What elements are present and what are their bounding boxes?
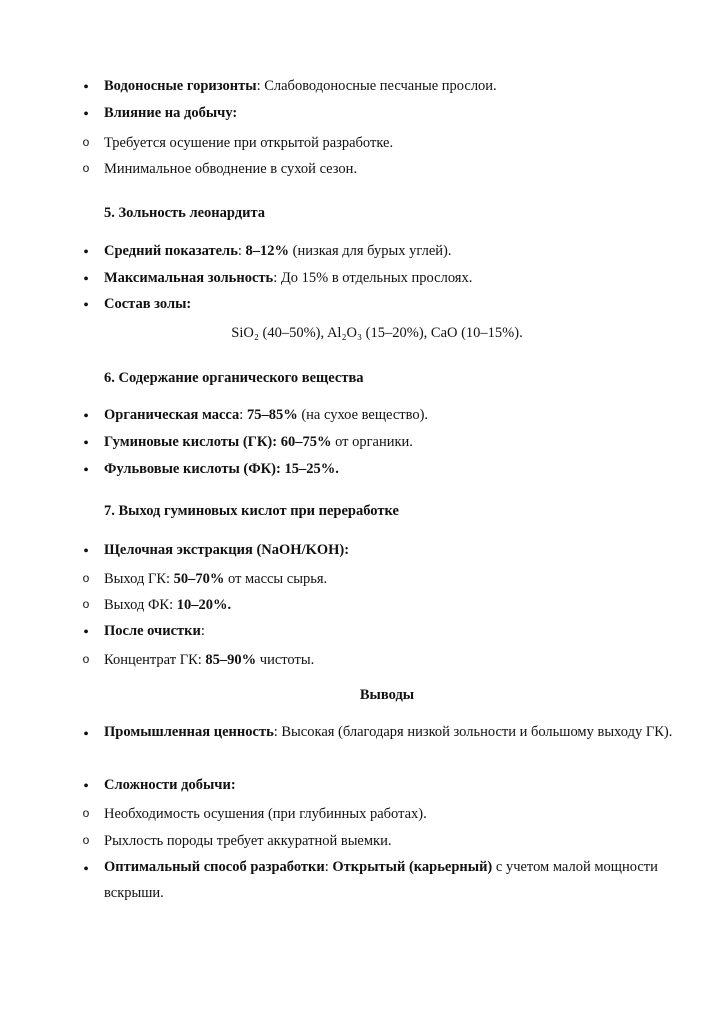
list-item-ash-composition: Состав золы: [104,296,192,312]
conclusions-heading: Выводы [359,687,415,703]
bullet-marker [80,724,92,746]
section-heading-organic: 6. Содержание органического вещества [104,370,364,386]
bullet-marker [80,433,92,455]
sub-bullet-marker [80,805,92,824]
bullet-marker [80,295,92,317]
bullet-marker [80,859,92,881]
sub-bullet-marker [80,570,92,589]
bullet-marker [80,242,92,264]
bullet-marker [80,622,92,644]
list-item-aquifers: Водоносные горизонты: Слабоводоносные песчаные прослои. [104,78,497,94]
list-item-organic-mass: Органическая масса: 75–85% (на сухое вещество). [104,407,429,423]
section-heading-humic-yield: 7. Выход гуминовых кислот при переработке [104,503,399,519]
bullet-marker [80,269,92,291]
sub-list-item: Рыхлость породы требует аккуратной выемки. [104,833,392,849]
bullet-marker [80,77,92,99]
sub-list-item: Необходимость осушения (при глубинных работах). [104,806,427,822]
bullet-marker [80,541,92,563]
sub-list-item-fk-yield: Выход ФК: 10–20%. [104,597,232,613]
list-item-mining-difficulties: Сложности добычи: [104,777,236,793]
bullet-marker [80,104,92,126]
list-item-avg-ash: Средний показатель: 8–12% (низкая для бурых углей). [104,243,452,259]
sub-list-item-gk-yield: Выход ГК: 50–70% от массы сырья. [104,571,328,587]
sub-list-item: Требуется осушение при открытой разработке. [104,135,394,151]
sub-list-item-concentrate: Концентрат ГК: 85–90% чистоты. [104,652,315,668]
list-item-humic-acids: Гуминовые кислоты (ГК): 60–75% от органики. [104,434,413,450]
ash-composition-formula: SiO₂ (40–50%), Al₂O₃ (15–20%), CaO (10–15%). [231,325,523,341]
sub-bullet-marker [80,596,92,615]
list-item-mining-impact: Влияние на добычу: [104,105,238,121]
list-item-fulvic-acids: Фульвовые кислоты (ФК): 15–25%. [104,461,339,477]
list-item-after-purification: После очистки: [104,623,205,639]
sub-list-item: Минимальное обводнение в сухой сезон. [104,161,358,177]
section-heading-ash: 5. Зольность леонардита [104,205,266,221]
bullet-marker [80,776,92,798]
list-item-industrial-value: Промышленная ценность: Высокая (благодаря низкой зольности и большому выходу ГК). [104,724,673,740]
sub-bullet-marker [80,160,92,179]
list-item-optimal-method: Оптимальный способ разработки: Открытый (карьерный) с учетом малой мощности вскрыши. [104,859,658,901]
sub-bullet-marker [80,651,92,670]
list-item-max-ash: Максимальная зольность: До 15% в отдельных прослоях. [104,270,473,286]
bullet-marker [80,406,92,428]
list-item-alkaline-extraction: Щелочная экстракция (NaOH/KOH): [104,542,350,558]
bullet-marker [80,460,92,482]
sub-bullet-marker [80,134,92,153]
sub-bullet-marker [80,832,92,851]
